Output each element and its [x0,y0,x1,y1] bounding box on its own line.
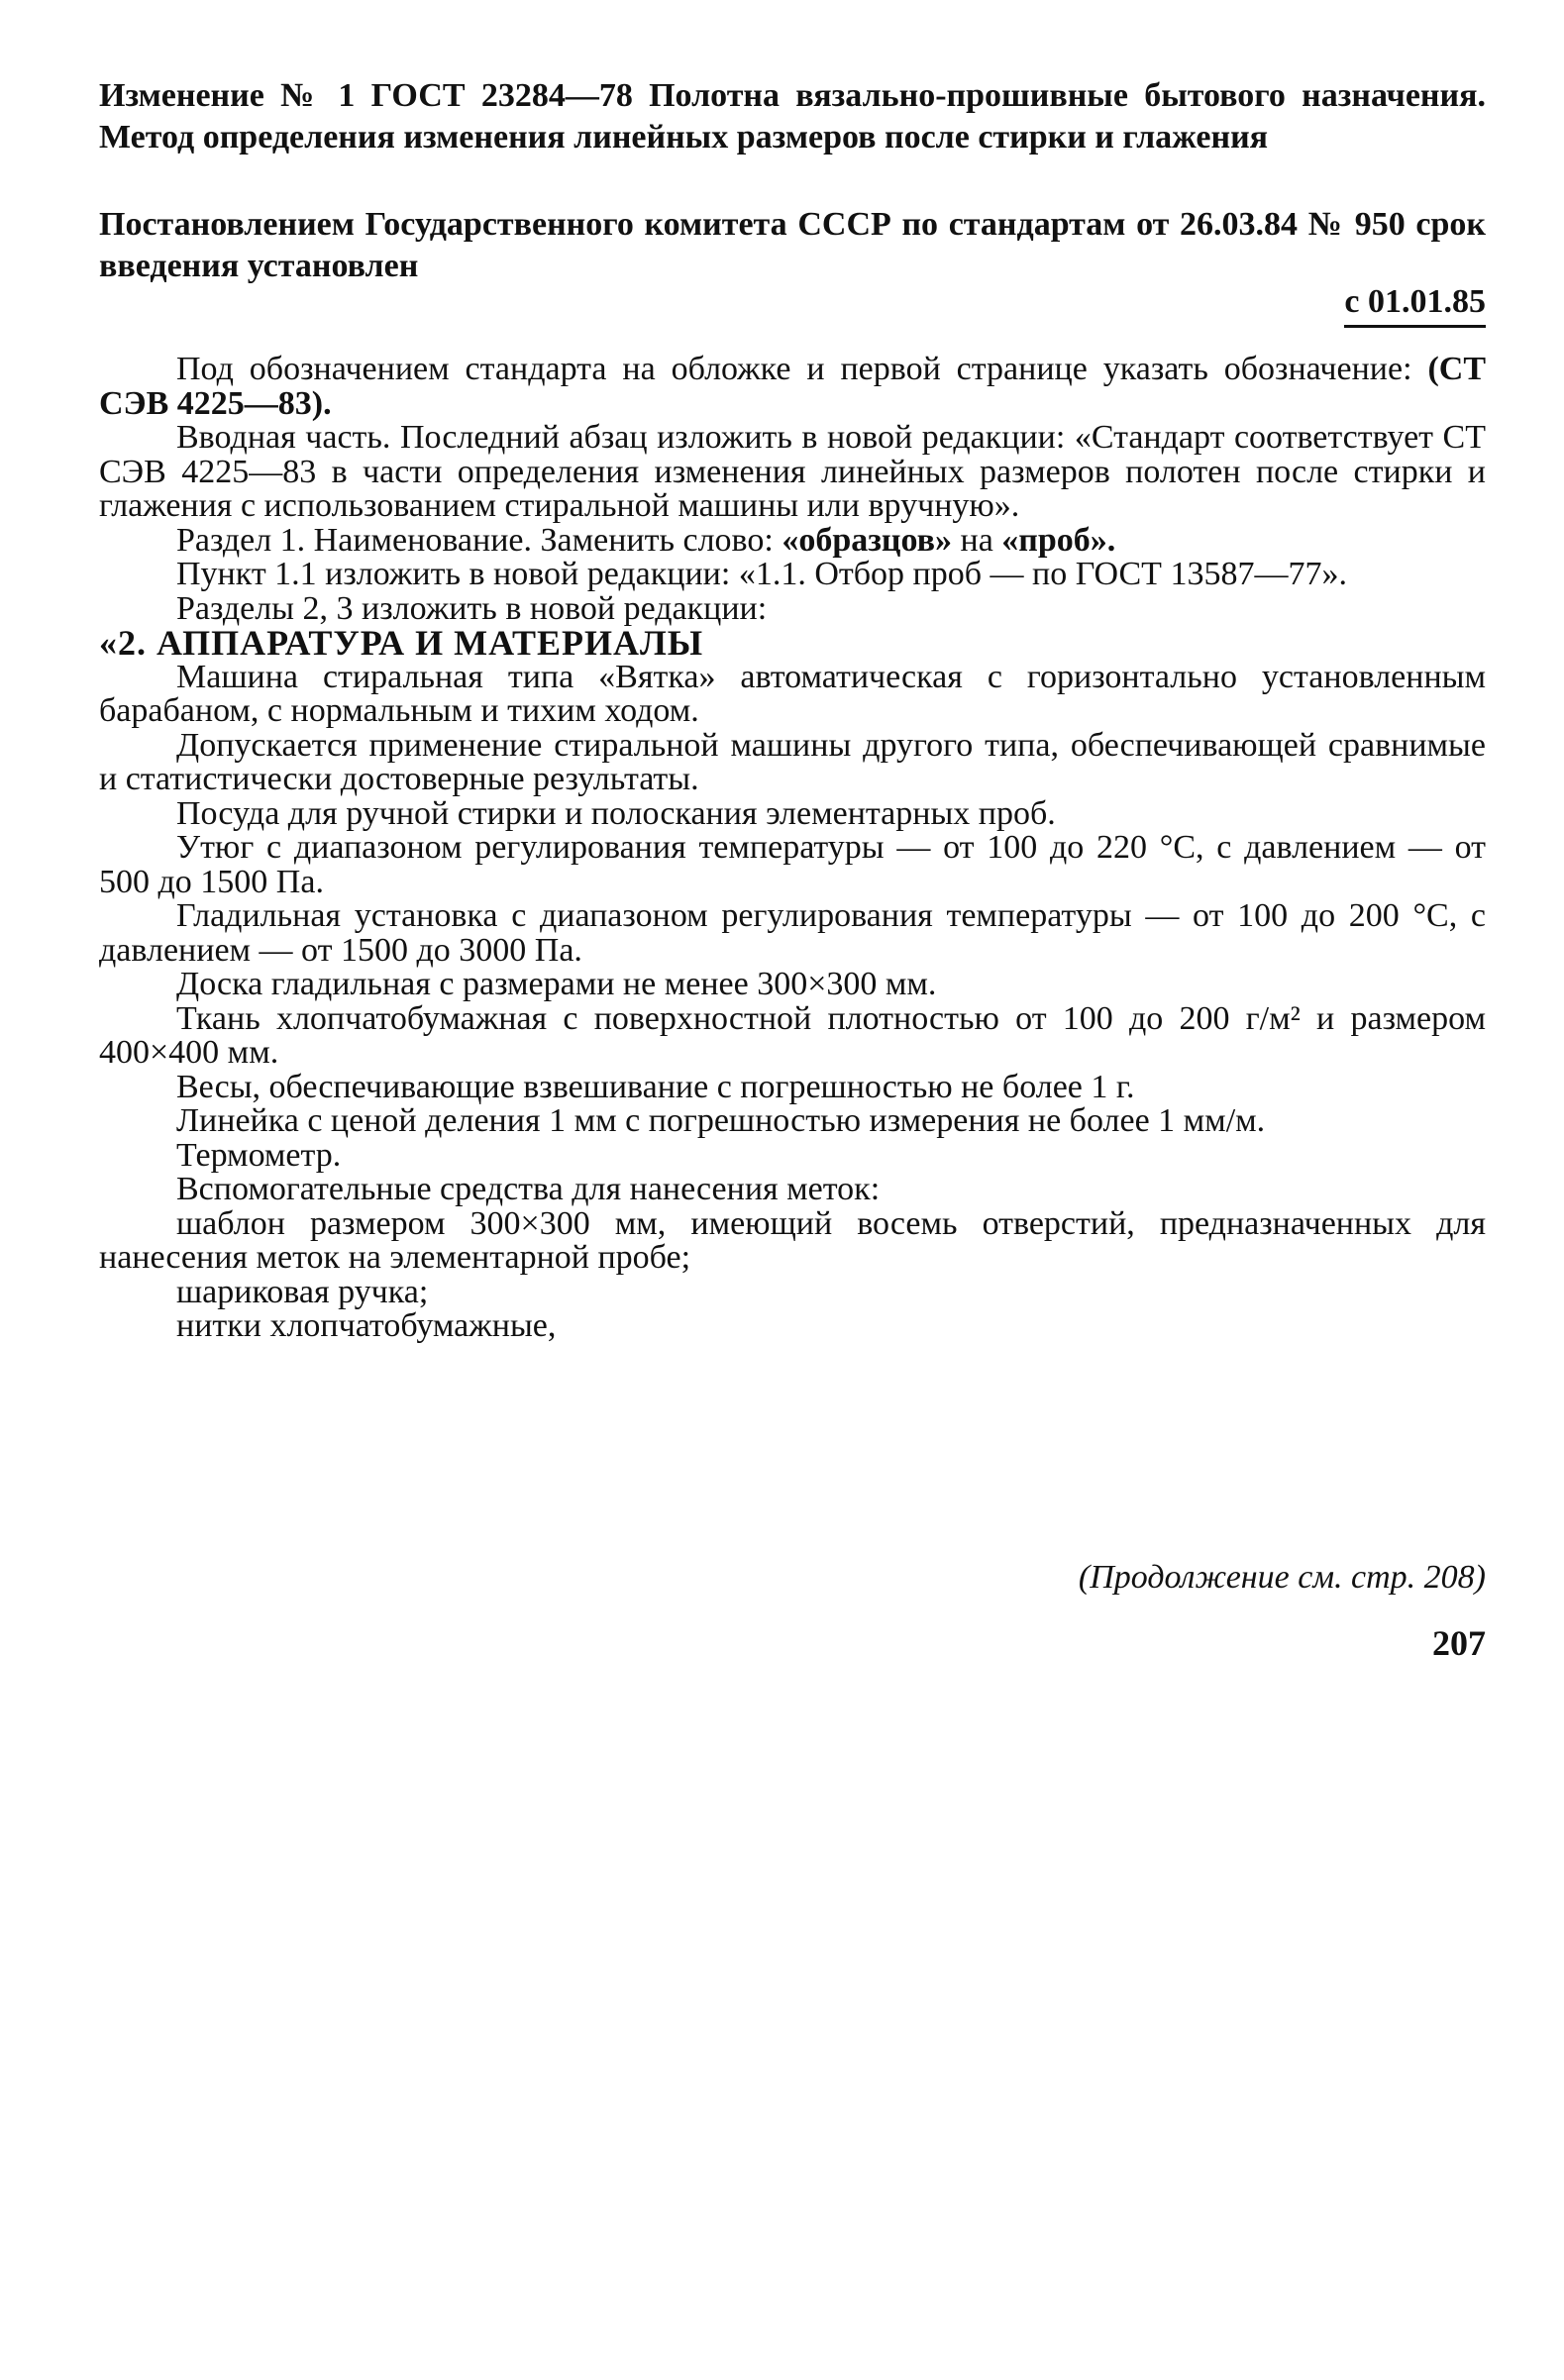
list-item: шариковая ручка; [176,1273,429,1310]
list-item: Весы, обеспечивающие взвешивание с погрешностью не более 1 г. [176,1068,1135,1105]
list-item: Машина стиральная типа «Вятка» автоматическая с горизонтально установленным барабаном, с нормальным и тихим ходом. [99,658,1486,729]
list-item: Линейка с ценой деления 1 мм с погрешностью измерения не более 1 мм/м. [176,1102,1266,1139]
list-item: Термометр. [176,1136,342,1174]
list-item: Вспомогательные средства для нанесения меток: [176,1171,881,1207]
document-body [99,353,1486,1344]
paragraph-intro: Вводная часть. Последний абзац изложить в новой редакции: «Стандарт соответствует СТ СЭВ 4225—83 в части определения изменения линейных размеров полотен после стирки и глажения с использованием стиральной машины или вручную». [99,419,1486,524]
effective-date: с 01.01.85 [1344,281,1486,328]
continuation-note: (Продолжение см. стр. 208) [1078,1559,1486,1596]
paragraph-section-1 [99,521,1486,559]
paragraph-sections-2-3: Разделы 2, 3 изложить в новой редакции: [176,589,768,627]
list-item: нитки хлопчатобумажные, [176,1307,557,1344]
paragraph-section-1-text: Раздел 1. Наименование. Заменить слово: [176,521,782,559]
paragraph-designation-code: (СТ СЭВ 4225—83). [99,351,1486,422]
section-heading: «2. АППАРАТУРА И МАТЕРИАЛЫ [99,623,704,663]
list-item: Гладильная установка с диапазоном регулирования температуры — от 100 до 200 °С, с давлением — от 1500 до 3000 Па. [99,897,1486,969]
list-item: Посуда для ручной стирки и полоскания элементарных проб. [176,794,1056,832]
decree-text: Постановлением Государственного комитета СССР по стандартам от 26.03.84 № 950 срок введения установлен [99,206,1486,284]
paragraph-section-1-new-word: «проб». [1001,521,1116,559]
paragraph-section-1-on: на [952,521,1002,559]
document-title: Изменение № 1 ГОСТ 23284—78 Полотна вязально-прошивные бытового назначения. Метод определения изменения линейных размеров после стирки и глажения [99,77,1486,155]
list-item: Доска гладильная с размерами не менее 300×300 мм. [176,966,937,1002]
paragraph-section-1-old-word: «образцов» [782,521,952,559]
list-item: Утюг с диапазоном регулирования температуры — от 100 до 220 °С, с давлением — от 500 до 1500 Па. [99,829,1486,900]
paragraph-item-1-1: Пункт 1.1 изложить в новой редакции: «1.1. Отбор проб — по ГОСТ 13587—77». [176,556,1347,592]
paragraph-designation-text: Под обозначением стандарта на обложке и первой странице указать обозначение: [176,351,1428,387]
list-item: шаблон размером 300×300 мм, имеющий восемь отверстий, предназначенных для нанесения меток на элементарной пробе; [99,1204,1486,1276]
paragraph-designation [99,353,1486,421]
page-number: 207 [1432,1623,1486,1663]
list-item: Допускается применение стиральной машины другого типа, обеспечивающей сравнимые и статистически достоверные результаты. [99,726,1486,797]
list-item: Ткань хлопчатобумажная с поверхностной плотностью от 100 до 200 г/м² и размером 400×400 мм. [99,999,1486,1071]
